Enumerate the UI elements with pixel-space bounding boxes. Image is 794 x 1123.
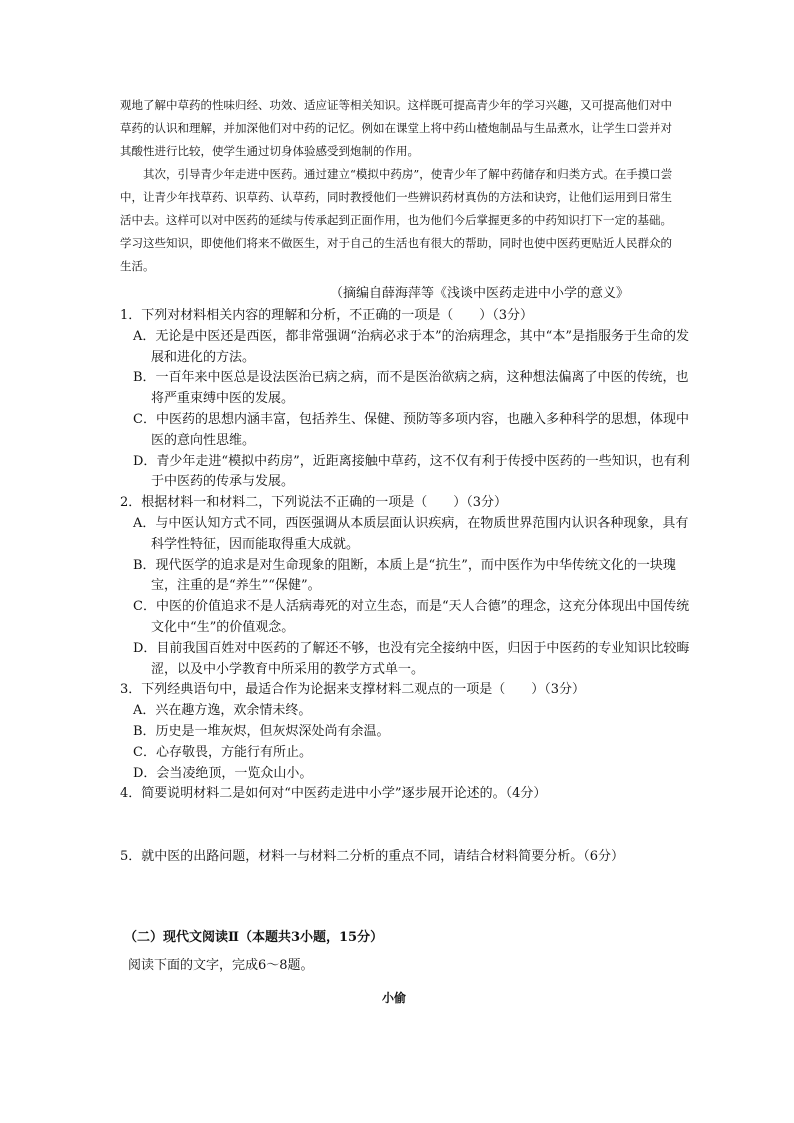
passage-paragraph-2: 其次，引导青少年走进中医药。通过建立“模拟中药房”，使青少年了解中药储存和归类方式。在手摸口尝中，让青少年找草药、识草药、认草药，同时教授他们一些辨识药材真伪的方法和诀窍，让他们运用到日常生活中去。这样可以对中医药的延续与传承起到正面作用，也为他们今后掌握更多的中药知识打下一定的基础。学习这些知识，即使他们将来不做医生，对于自己的生活也有很大的帮助，同时也使中医药更贴近人民群众的生活。 <box>120 167 673 273</box>
section-instruction: 阅读下面的文字，完成6～8题。 <box>128 958 314 973</box>
question-3-option-b: B．历史是一堆灰烬，但灰烬深处尚有余温。 <box>133 723 390 739</box>
question-2-option-b: B．现代医学的追求是对生命现象的阻断，本质上是“抗生”，而中医作为中华传统文化的一块瑰宝，注重的是“养生”“保健”。 <box>133 557 676 594</box>
story-title: 小偷 <box>382 991 407 1005</box>
section-heading: （二）现代文阅读Ⅱ（本题共3小题，15分） <box>124 930 384 945</box>
question-4-stem: 4．简要说明材料二是如何对“中医药走进中小学”逐步展开论述的。（4分） <box>120 786 547 802</box>
question-1-stem: 1．下列对材料相关内容的理解和分析，不正确的一项是（ ）（3分） <box>120 308 534 323</box>
passage-source: （摘编自薛海萍等《浅谈中医药走进中小学的意义》 <box>330 286 630 301</box>
question-3-option-d: D．会当凌绝顶，一览众山小。 <box>133 765 313 781</box>
question-2-option-c: C．中医的价值追求不是人活病毒死的对立生态，而是“天人合德”的理念，这充分体现出中国传统文化中“生”的价值观念。 <box>133 599 690 635</box>
question-1-option-c: C．中医药的思想内涵丰富，包括养生、保健、预防等多项内容，也融入多种科学的思想，体现中医的意向性思维。 <box>133 411 689 448</box>
question-5-stem: 5．就中医的出路问题，材料一与材料二分析的重点不同，请结合材料简要分析。（6分） <box>120 849 625 865</box>
question-1-option-a: A．无论是中医还是西医，都非常强调“治病必求于本”的治病理念，其中“本”是指服务于生命的发展和进化的方法。 <box>133 328 689 365</box>
question-1-option-d: D．青少年走进“模拟中药房”，近距离接触中草药，这不仅有利于传授中医药的一些知识，也有利于中医药的传承与发展。 <box>133 453 690 490</box>
question-1-option-b: B．一百年来中医总是设法医治已病之病，而不是医治欲病之病，这种想法偏离了中医的传统，也将严重束缚中医的发展。 <box>133 370 689 407</box>
question-3-stem: 3．下列经典语句中，最适合作为论据来支撑材料二观点的一项是（ ）（3分） <box>120 682 586 698</box>
reading-passage <box>120 94 680 278</box>
question-3-option-c: C．心存敬畏，方能行有所止。 <box>133 744 312 760</box>
passage-paragraph-1: 观地了解中草药的性味归经、功效、适应证等相关知识。这样既可提高青少年的学习兴趣，又可提高他们对中草药的认识和理解，并加深他们对中药的记忆。例如在课堂上将中药山楂炮制品与生品煮水，让学生口尝并对其酸性进行比较，使学生通过切身体验感受到炮制的作用。 <box>120 98 672 158</box>
question-2-option-a: A．与中医认知方式不同，西医强调从本质层面认识疾病，在物质世界范围内认识各种现象，具有科学性特征，因而能取得重大成就。 <box>133 515 689 552</box>
question-list <box>120 306 690 868</box>
answer-space <box>120 805 690 847</box>
question-2-stem: 2．根据材料一和材料二，下列说法不正确的一项是（ ）（3分） <box>120 495 508 511</box>
question-2-option-d: D．目前我国百姓对中医药的了解还不够，也没有完全接纳中医，归因于中医药的专业知识比较晦涩，以及中小学教育中所采用的教学方式单一。 <box>133 640 690 677</box>
question-3-option-a: A．兴在趣方逸，欢余情未终。 <box>133 703 312 719</box>
